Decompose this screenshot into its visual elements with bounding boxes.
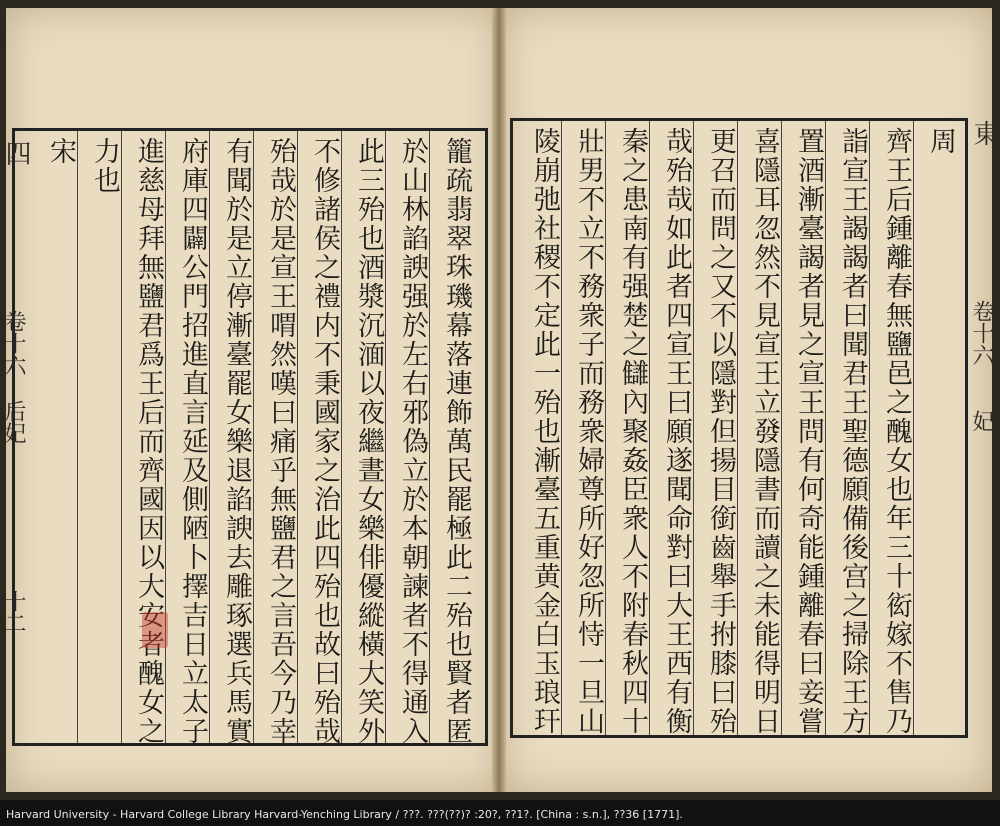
text-column: 籠疏翡翠珠璣幕落連飾萬民罷極此二殆也賢者匿 <box>441 137 472 746</box>
image-caption: Harvard University - Harvard College Library Harvard-Yenching Library / ???. ???(??)? :20?, ??1?. [China : s.n.], ??36 [1771]. <box>6 808 683 821</box>
text-column: 宋 <box>45 137 76 166</box>
left-margin-label: 四 <box>1 140 31 166</box>
text-column: 陵崩弛社稷不定此一殆也漸臺五重黄金白玉琅玕 <box>529 127 560 736</box>
book-gutter <box>492 8 506 792</box>
left-margin-label: 十二 <box>1 590 26 634</box>
text-column: 殆哉於是宣王喟然嘆曰痛乎無鹽君之言吾今乃幸 <box>265 137 296 746</box>
text-column: 秦之患南有强楚之讎內聚姦臣衆人不附春秋四十 <box>617 127 648 736</box>
text-column: 進慈母拜無鹽君爲王后而齊國因以大安者醜女之 <box>133 137 164 746</box>
text-column: 更召而問之又不以隱對但揚目銜齒舉手拊膝曰殆 <box>705 127 736 736</box>
right-margin-label: 卷十六 <box>969 300 994 366</box>
right-text-frame <box>510 118 968 738</box>
text-column: 詣宣王謁謁者曰聞君王聖德願備後宫之掃除王方 <box>837 127 868 736</box>
text-column: 喜隱耳忽然不見宣王立發隱書而讀之未能得明日 <box>749 127 780 736</box>
text-column: 壯男不立不務衆子而務衆婦尊所好忽所恃一旦山 <box>573 127 604 736</box>
text-column: 周 <box>925 127 956 156</box>
text-column: 此三殆也酒漿沉湎以夜繼晝女樂俳優縱橫大笑外 <box>353 137 384 746</box>
left-text-frame <box>12 128 488 746</box>
right-margin-label: 妃 <box>969 410 994 432</box>
text-column: 不修諸侯之禮内不秉國家之治此四殆也故曰殆哉 <box>309 137 340 746</box>
text-column: 於山林諂諛强於左右邪偽立於本朝諫者不得通入 <box>397 137 428 746</box>
text-column: 齊王后鍾離春無鹽邑之醜女也年三十衒嫁不售乃 <box>881 127 912 736</box>
text-column: 力也 <box>89 137 120 195</box>
text-column: 置酒漸臺謁者見之宣王問有何奇能鍾離春曰妾嘗 <box>793 127 824 736</box>
text-column: 哉殆哉如此者四宣王曰願遂聞命對曰大王西有衡 <box>661 127 692 736</box>
text-column: 府庫四闢公門招進直言延及側陋卜擇吉日立太子 <box>177 137 208 746</box>
left-margin-label: 卷十六 <box>1 310 26 376</box>
right-margin-label: 東 <box>969 120 999 146</box>
left-margin-label: 后妃 <box>1 400 26 444</box>
text-column: 有聞於是立停漸臺罷女樂退諂諛去雕琢選兵馬實 <box>221 137 252 746</box>
library-seal <box>142 612 168 648</box>
